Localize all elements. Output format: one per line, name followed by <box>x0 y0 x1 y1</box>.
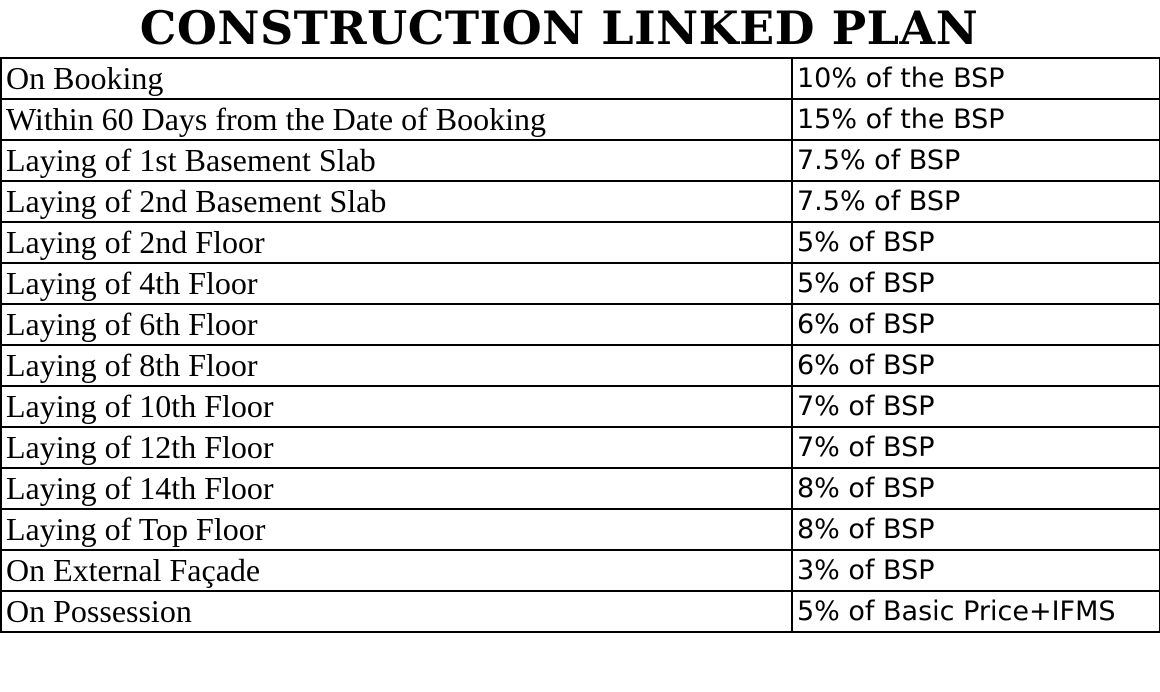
amount-cell: 7% of BSP <box>792 427 1160 468</box>
table-row <box>1 304 1160 345</box>
table-row <box>1 509 1160 550</box>
stage-cell: On External Façade <box>1 550 792 591</box>
stage-cell: Laying of Top Floor <box>1 509 792 550</box>
table-row <box>1 345 1160 386</box>
table-row <box>1 222 1160 263</box>
table-row <box>1 591 1160 632</box>
amount-cell: 5% of BSP <box>792 263 1160 304</box>
table-row <box>1 386 1160 427</box>
stage-cell: On Possession <box>1 591 792 632</box>
table-row <box>1 468 1160 509</box>
amount-cell: 15% of the BSP <box>792 99 1160 140</box>
amount-cell: 10% of the BSP <box>792 58 1160 99</box>
stage-cell: Laying of 8th Floor <box>1 345 792 386</box>
amount-cell: 5% of Basic Price+IFMS <box>792 591 1160 632</box>
stage-cell: Laying of 14th Floor <box>1 468 792 509</box>
amount-cell: 3% of BSP <box>792 550 1160 591</box>
table-row <box>1 550 1160 591</box>
amount-cell: 8% of BSP <box>792 468 1160 509</box>
amount-cell: 7.5% of BSP <box>792 181 1160 222</box>
table-row <box>1 427 1160 468</box>
amount-cell: 8% of BSP <box>792 509 1160 550</box>
stage-cell: Within 60 Days from the Date of Booking <box>1 99 792 140</box>
stage-cell: Laying of 2nd Floor <box>1 222 792 263</box>
stage-cell: On Booking <box>1 58 792 99</box>
stage-cell: Laying of 10th Floor <box>1 386 792 427</box>
stage-cell: Laying of 1st Basement Slab <box>1 140 792 181</box>
page-title: CONSTRUCTION LINKED PLAN <box>139 1 979 55</box>
table-row <box>1 140 1160 181</box>
amount-cell: 6% of BSP <box>792 304 1160 345</box>
table-row <box>1 181 1160 222</box>
payment-plan-table <box>0 57 1160 633</box>
table-row <box>1 58 1160 99</box>
stage-cell: Laying of 4th Floor <box>1 263 792 304</box>
stage-cell: Laying of 6th Floor <box>1 304 792 345</box>
amount-cell: 7.5% of BSP <box>792 140 1160 181</box>
amount-cell: 6% of BSP <box>792 345 1160 386</box>
amount-cell: 5% of BSP <box>792 222 1160 263</box>
table-row <box>1 263 1160 304</box>
stage-cell: Laying of 2nd Basement Slab <box>1 181 792 222</box>
table-row <box>1 99 1160 140</box>
amount-cell: 7% of BSP <box>792 386 1160 427</box>
stage-cell: Laying of 12th Floor <box>1 427 792 468</box>
